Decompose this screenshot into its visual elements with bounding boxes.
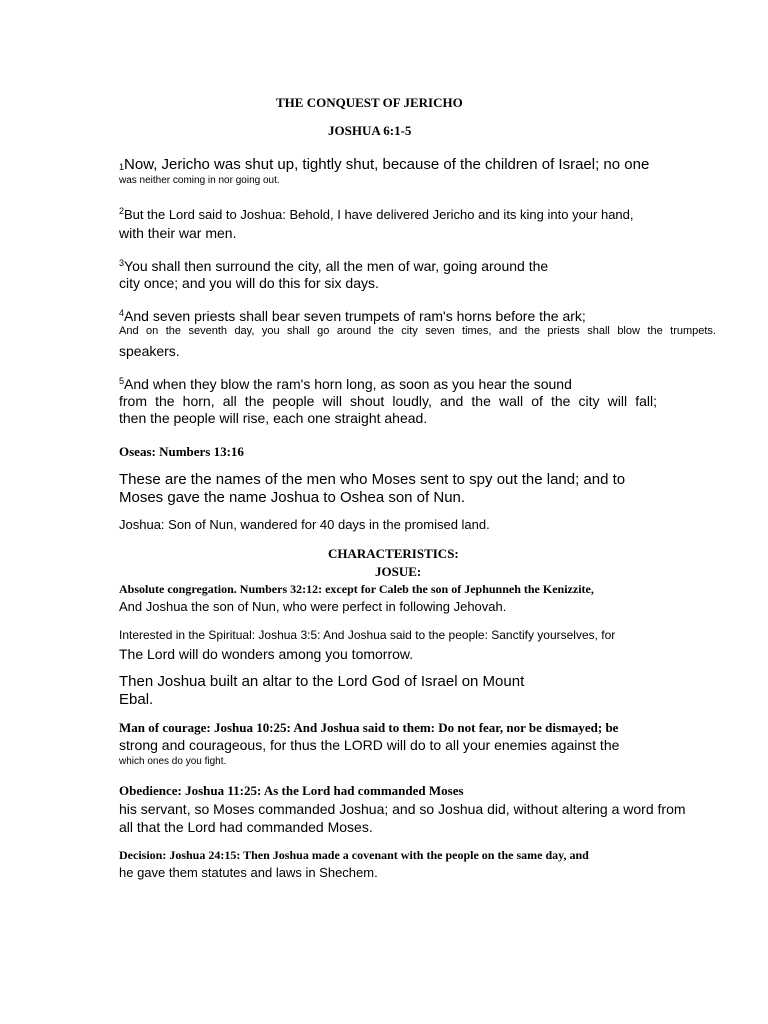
verse-4-line-2: And on the seventh day, you shall go around the city seven times, and the priests shall blow the trumpets. — [119, 325, 716, 337]
verse-4-line-1: $^4$And seven priests shall bear seven trumpets of ram's horns before the ark; — [119, 308, 586, 324]
verse-2-line-2: with their war men. — [119, 225, 237, 241]
characteristic-3-line-2: Ebal. — [119, 691, 154, 708]
verse-number: 4 — [119, 308, 125, 318]
characteristics-heading: CHARACTERISTICS: — [328, 546, 459, 561]
characteristic-4-line-2: strong and courageous, for thus the LORD will do to all your enemies against the — [119, 737, 620, 753]
characteristic-2-line-1: Interested in the Spiritual: Joshua 3:5: And Joshua said to the people: Sanctify yourselves, for — [119, 628, 616, 642]
characteristic-4-line-3: which ones do you fight. — [119, 756, 227, 767]
verse-3-line-2: city once; and you will do this for six days. — [119, 275, 379, 291]
document-title: THE CONQUEST OF JERICHO — [276, 95, 463, 110]
verse-2-line-1: $^2$But the Lord said to Joshua: Behold, I have delivered Jericho and its king into your hand, — [119, 206, 634, 222]
verse-number: 2 — [119, 206, 125, 216]
characteristic-2-line-2: The Lord will do wonders among you tomorrow. — [119, 646, 414, 662]
characteristic-3-line-1: Then Joshua built an altar to the Lord God of Israel on Mount — [119, 673, 525, 690]
oseas-note: Joshua: Son of Nun, wandered for 40 days in the promised land. — [119, 517, 490, 532]
characteristic-1-line-1: Absolute congregation. Numbers 32:12: except for Caleb the son of Jephunneh the Kenizzite, — [119, 582, 594, 596]
characteristic-4-line-1: Man of courage: Joshua 10:25: And Joshua said to them: Do not fear, nor be dismayed; be — [119, 720, 619, 735]
characteristic-5-line-3: all that the Lord had commanded Moses. — [119, 819, 373, 835]
verse-number: 3 — [119, 258, 125, 268]
oseas-line-2: Moses gave the name Joshua to Oshea son of Nun. — [119, 489, 466, 506]
verse-1-line-2: was neither coming in nor going out. — [119, 175, 280, 186]
verse-5-line-2: from the horn, all the people will shout loudly, and the wall of the city will fall; — [119, 393, 657, 409]
verse-number: 5 — [119, 376, 125, 386]
characteristic-6-line-2: he gave them statutes and laws in Shechem. — [119, 865, 378, 880]
oseas-line-1: These are the names of the men who Moses sent to spy out the land; and to — [119, 471, 626, 488]
characteristic-5-line-1: Obedience: Joshua 11:25: As the Lord had commanded Moses — [119, 783, 464, 798]
scripture-reference: JOSHUA 6:1-5 — [328, 123, 412, 138]
characteristic-5-line-2: his servant, so Moses commanded Joshua; and so Joshua did, without altering a word from — [119, 801, 686, 817]
verse-number: 1 — [119, 162, 125, 172]
verse-4-line-3: speakers. — [119, 343, 180, 359]
verse-1-line-1: $_1$Now, Jericho was shut up, tightly shut, because of the children of Israel; no one — [119, 156, 650, 173]
verse-3-line-1: $^3$You shall then surround the city, all the men of war, going around the — [119, 258, 549, 274]
verse-5-line-1: $^5$And when they blow the ram's horn long, as soon as you hear the sound — [119, 376, 572, 392]
verse-5-line-3: then the people will rise, each one straight ahead. — [119, 410, 428, 426]
characteristic-6-line-1: Decision: Joshua 24:15: Then Joshua made a covenant with the people on the same day, and — [119, 848, 589, 862]
oseas-heading: Oseas: Numbers 13:16 — [119, 444, 244, 459]
characteristic-1-line-2: And Joshua the son of Nun, who were perfect in following Jehovah. — [119, 599, 507, 614]
characteristics-subheading: JOSUE: — [375, 564, 422, 579]
